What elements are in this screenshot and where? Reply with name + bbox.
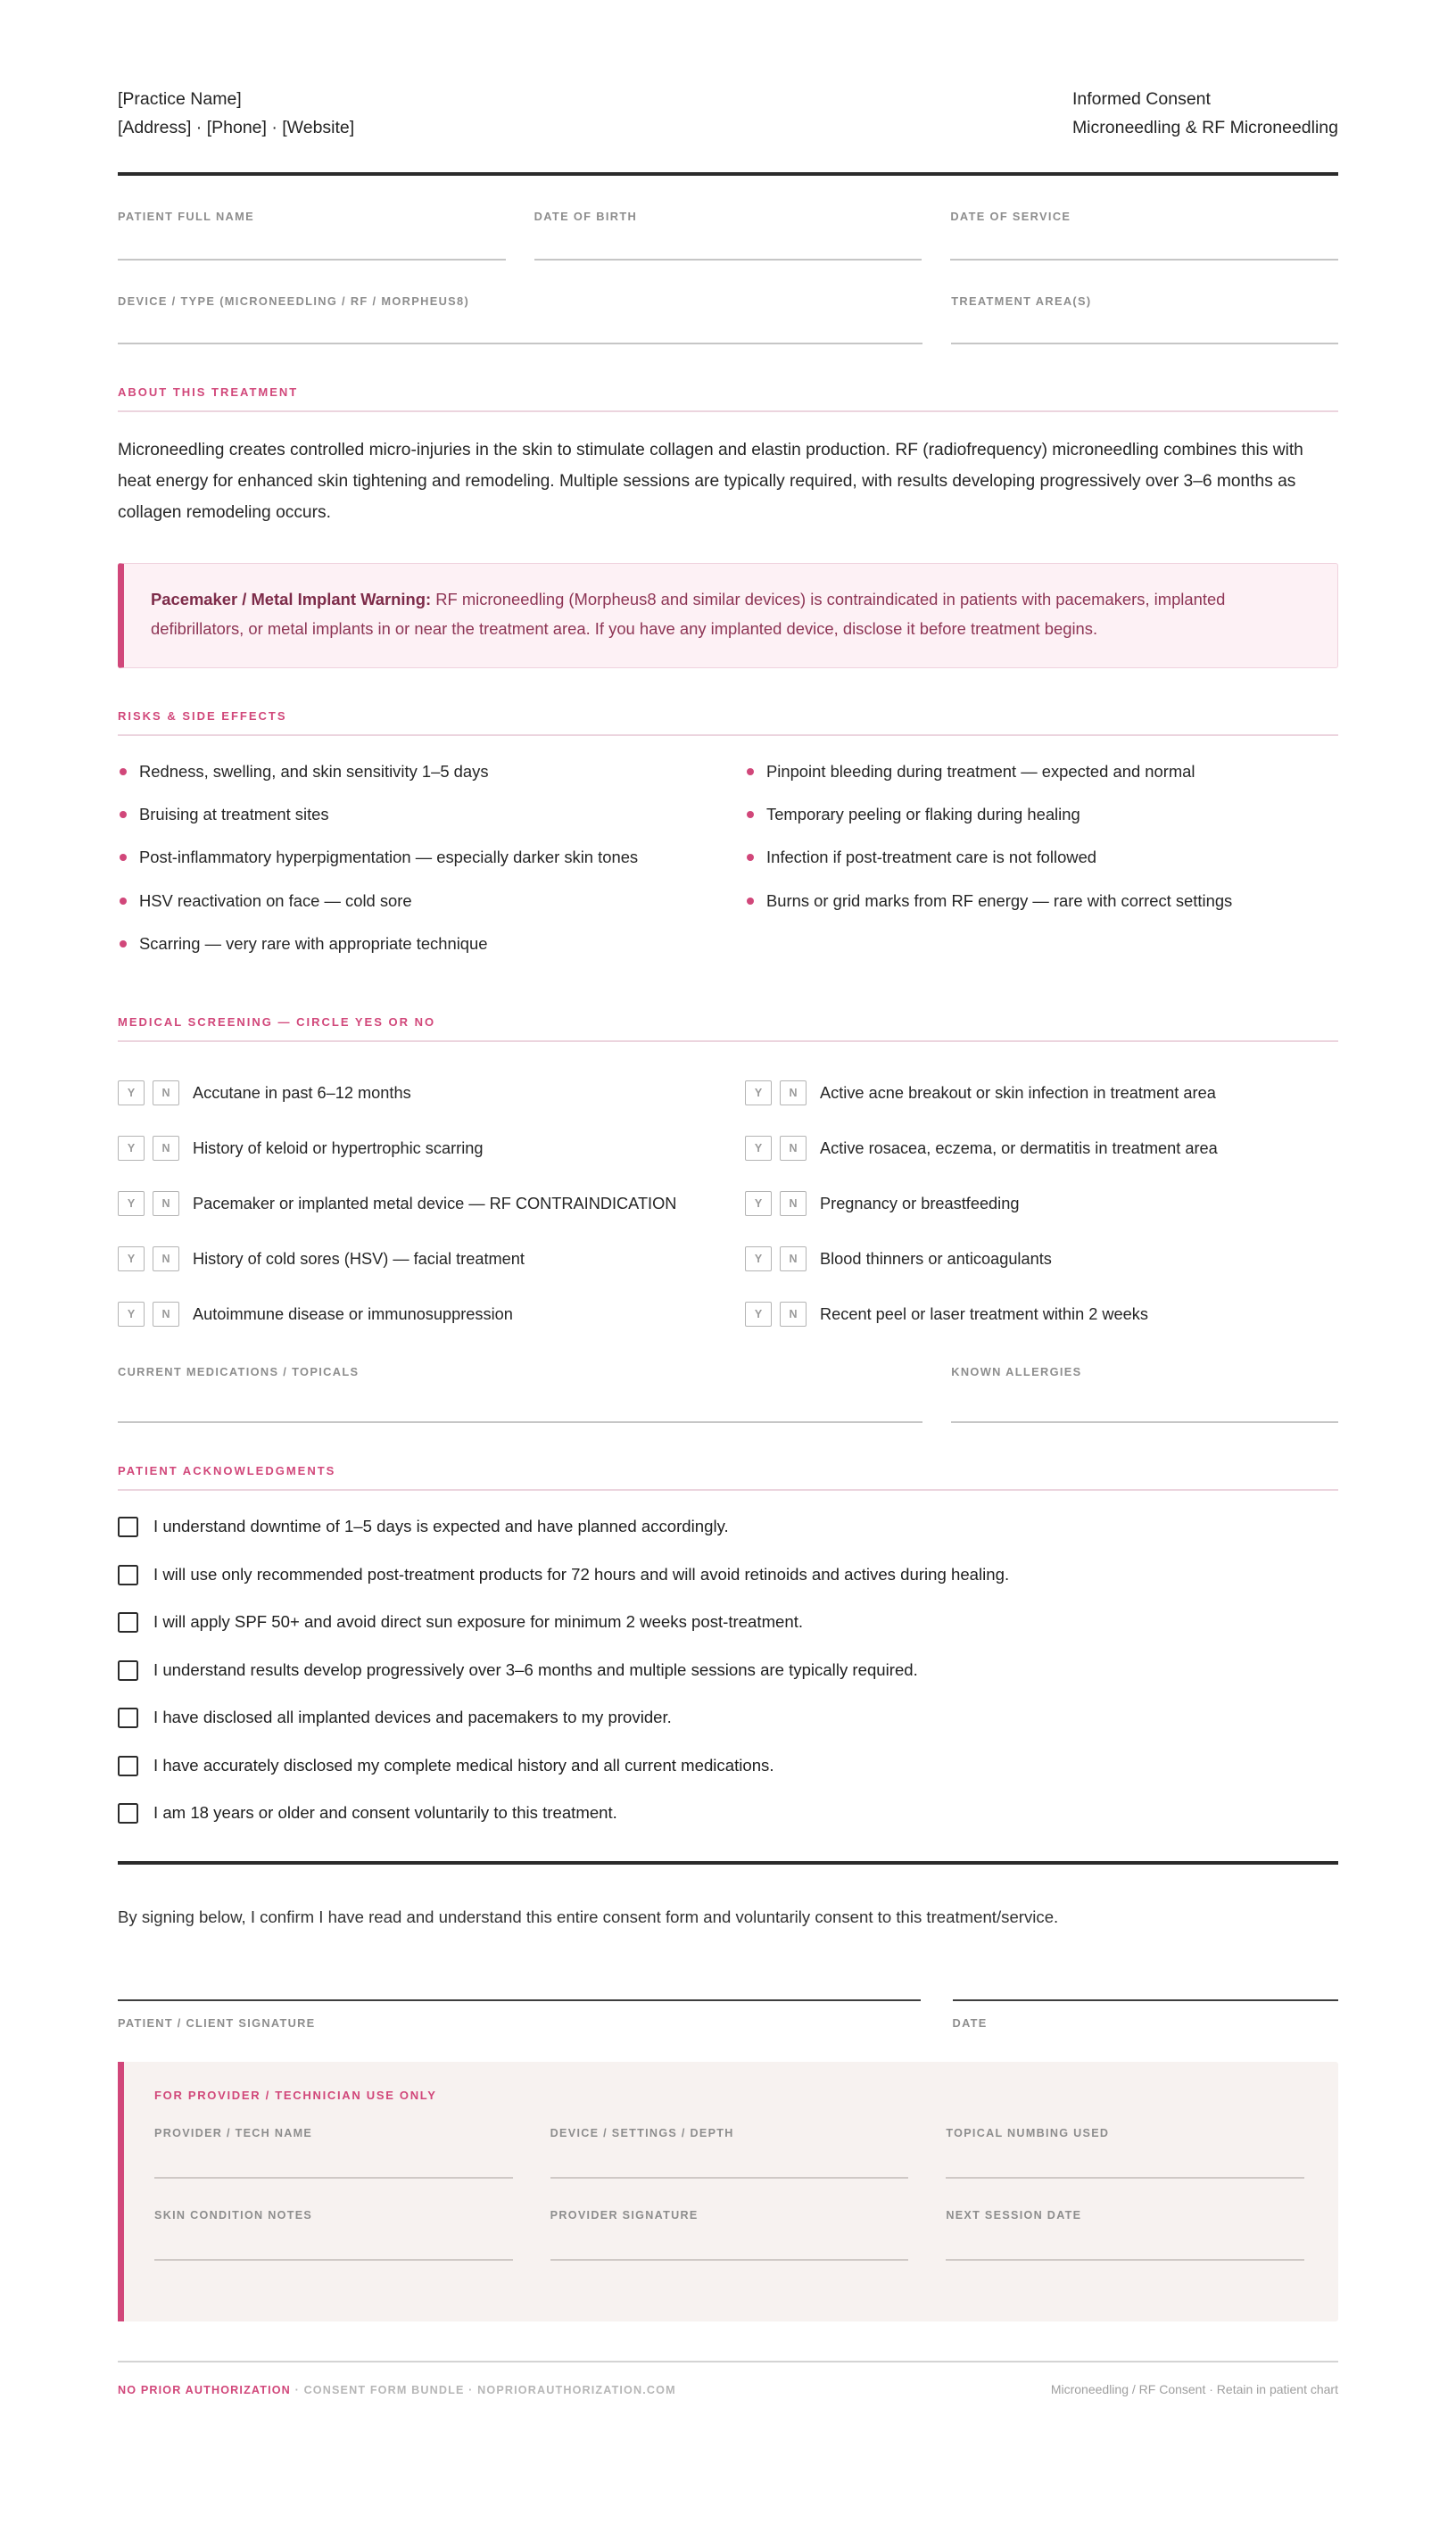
consent-divider [118,1861,1338,1865]
patient-fields-row-1 [118,210,1338,261]
document-title-block [1072,86,1338,142]
no-option-box[interactable]: N [153,1191,179,1216]
about-section [118,385,1338,529]
risk-item: Infection if post-treatment care is not followed [745,845,1338,870]
risks-list-left [118,759,711,957]
provider-box-title: FOR PROVIDER / TECHNICIAN USE ONLY [154,2089,437,2103]
yes-no-group [118,1191,179,1216]
no-option-box[interactable]: N [153,1246,179,1271]
acknowledgment-item [118,1658,1338,1683]
screening-question-label: Active rosacea, eczema, or dermatitis in treatment area [820,1139,1218,1158]
no-option-box[interactable]: N [780,1191,807,1216]
screening-question-label: Active acne breakout or skin infection in treatment area [820,1084,1216,1103]
acknowledgment-checkbox[interactable] [118,1803,138,1824]
provider-write-line[interactable] [154,2259,513,2261]
about-paragraph: Microneedling creates controlled micro-injuries in the skin to stimulate collagen and elastin production. RF (radiofrequency) microneedling combines this with heat energy for enhanced skin tightening and remodeling. Multiple sessions are typically required, with results developing progressively over 3–6 months as collagen remodeling occurs. [118,441,1303,523]
acknowledgment-checkbox[interactable] [118,1708,138,1728]
screening-column-right [745,1065,1338,1342]
risk-item: Scarring — very rare with appropriate technique [118,931,711,956]
yes-option-box[interactable]: Y [118,1302,145,1327]
about-section-title: ABOUT THIS TREATMENT [118,385,299,400]
field-label: DATE OF BIRTH [534,210,638,224]
yes-no-group [745,1080,807,1105]
provider-field-label: DEVICE / SETTINGS / DEPTH [550,2127,734,2140]
acknowledgment-text: I am 18 years or older and consent voluntarily to this treatment. [153,1803,617,1823]
signature-row [118,1999,1338,2030]
field-patient-signature[interactable] [118,1999,921,2030]
document-footer [118,2382,1338,2396]
field-write-line[interactable] [951,343,1338,344]
screening-question-label: Pacemaker or implanted metal device — RF CONTRAINDICATION [193,1195,677,1213]
yes-no-group [745,1246,807,1271]
section-divider [118,1040,1338,1042]
medications-allergies-row [118,1365,1338,1423]
field-patient-full-name[interactable] [118,210,506,261]
acknowledgment-text: I understand results develop progressively over 3–6 months and multiple sessions are typically required. [153,1659,918,1679]
acknowledgment-text: I will use only recommended post-treatment products for 72 hours and will avoid retinoids and actives during healing. [153,1564,1010,1584]
field-signature-date[interactable] [953,1999,1338,2030]
warning-label: Pacemaker / Metal Implant Warning: [151,590,432,609]
practice-contact: [Address] · [Phone] · [Website] [118,117,355,137]
screening-row [745,1065,1338,1121]
field-write-line[interactable] [118,259,506,261]
acknowledgment-item [118,1800,1338,1825]
yes-no-group [118,1246,179,1271]
risks-columns [118,759,1338,975]
no-option-box[interactable]: N [780,1136,807,1161]
yes-no-group [745,1191,807,1216]
risk-item: Bruising at treatment sites [118,802,711,827]
acknowledgment-checkbox[interactable] [118,1660,138,1681]
warning-text [151,585,1311,644]
acknowledgment-item [118,1609,1338,1634]
yes-option-box[interactable]: Y [118,1136,145,1161]
provider-use-box [118,2062,1338,2321]
acknowledgment-text: I will apply SPF 50+ and avoid direct sun exposure for minimum 2 weeks post-treatment. [153,1612,804,1632]
header-divider [118,172,1338,176]
warning-body: RF microneedling (Morpheus8 and similar devices) is contraindicated in patients with pacemakers, implanted defibrillators, or metal implants in or near the treatment area. If you have any implanted device, disclose it before treatment begins. [151,590,1226,638]
yes-no-group [118,1302,179,1327]
acknowledgment-checkbox[interactable] [118,1517,138,1537]
field-treatment-areas[interactable] [951,294,1338,345]
consent-statement: By signing below, I confirm I have read and understand this entire consent form and voluntarily consent to this treatment/service. [118,1907,1059,1926]
practice-info [118,86,354,142]
provider-field[interactable] [946,2209,1304,2291]
pacemaker-warning-callout [118,563,1338,668]
yes-option-box[interactable]: Y [118,1080,145,1105]
no-option-box[interactable]: N [153,1302,179,1327]
field-write-line[interactable] [118,1421,922,1423]
screening-row [118,1287,711,1342]
provider-write-line[interactable] [154,2177,513,2179]
field-date-of-birth[interactable] [534,210,922,261]
screening-row [745,1176,1338,1231]
screening-row [118,1231,711,1287]
yes-option-box[interactable]: Y [745,1246,772,1271]
signature-label: DATE [952,2016,988,2031]
risk-item: Pinpoint bleeding during treatment — expected and normal [745,759,1338,784]
footer-left-text [118,2384,676,2396]
signature-label: PATIENT / CLIENT SIGNATURE [118,2016,316,2031]
document-header [118,86,1338,172]
practice-name: [Practice Name] [118,89,242,109]
acknowledgment-text: I have disclosed all implanted devices and pacemakers to my provider. [153,1708,672,1727]
yes-option-box[interactable]: Y [118,1191,145,1216]
field-label: DATE OF SERVICE [950,210,1071,224]
provider-field-label: TOPICAL NUMBING USED [946,2127,1110,2140]
footer-left-rest: · CONSENT FORM BUNDLE · NOPRIORAUTHORIZATION.COM [290,2384,676,2397]
field-label: KNOWN ALLERGIES [951,1365,1082,1379]
field-write-line[interactable] [118,343,922,344]
provider-field-label: NEXT SESSION DATE [946,2209,1082,2222]
document-subject: Microneedling & RF Microneedling [1071,117,1338,137]
screening-question-label: Pregnancy or breastfeeding [820,1195,1020,1213]
screening-section [118,1015,1338,1423]
yes-no-group [745,1136,807,1161]
provider-field-label: SKIN CONDITION NOTES [154,2209,313,2222]
screening-row [118,1121,711,1176]
screening-question-label: Recent peel or laser treatment within 2 weeks [820,1305,1148,1324]
footer-right-text: Microneedling / RF Consent · Retain in patient chart [1050,2382,1338,2397]
yes-no-group [118,1080,179,1105]
yes-no-group [745,1302,807,1327]
provider-write-line[interactable] [550,2177,909,2179]
risks-section [118,709,1338,975]
provider-field[interactable] [154,2127,513,2209]
screening-question-label: History of keloid or hypertrophic scarring [193,1139,484,1158]
field-label: TREATMENT AREA(S) [951,294,1092,308]
provider-write-line[interactable] [946,2177,1304,2179]
risk-item: Redness, swelling, and skin sensitivity 1–5 days [118,759,711,784]
footer-divider [118,2361,1338,2362]
field-device-type[interactable] [118,294,922,345]
screening-row [745,1231,1338,1287]
field-write-line[interactable] [951,1421,1338,1423]
provider-field-label: PROVIDER / TECH NAME [154,2127,313,2140]
screening-row [118,1176,711,1231]
provider-write-line[interactable] [946,2259,1304,2261]
screening-row [745,1121,1338,1176]
screening-question-label: Autoimmune disease or immunosuppression [193,1305,513,1324]
screening-row [745,1287,1338,1342]
acknowledgment-item [118,1753,1338,1778]
provider-field[interactable] [154,2209,513,2291]
field-write-line[interactable] [534,259,922,261]
risks-column-right [745,759,1338,975]
field-label: CURRENT MEDICATIONS / TOPICALS [118,1365,360,1379]
acknowledgment-item [118,1514,1338,1539]
patient-fields-row-2 [118,294,1338,345]
risks-section-title: RISKS & SIDE EFFECTS [118,708,287,723]
no-option-box[interactable]: N [780,1246,807,1271]
risks-column-left [118,759,711,975]
risk-item: HSV reactivation on face — cold sore [118,889,711,914]
provider-field-label: PROVIDER SIGNATURE [550,2209,699,2222]
acknowledgment-item [118,1562,1338,1587]
yes-option-box[interactable]: Y [745,1136,772,1161]
screening-row [118,1065,711,1121]
risks-list-right [745,759,1338,914]
section-divider [118,734,1338,736]
signature-line[interactable] [118,1999,921,2001]
acknowledgment-text: I understand downtime of 1–5 days is expected and have planned accordingly. [153,1517,729,1536]
no-option-box[interactable]: N [780,1080,807,1105]
acknowledgments-list [118,1514,1338,1825]
risk-item: Burns or grid marks from RF energy — rare with correct settings [745,889,1338,914]
acknowledgment-checkbox[interactable] [118,1612,138,1633]
screening-columns [118,1065,1338,1342]
yes-option-box[interactable]: Y [745,1080,772,1105]
risk-item: Post-inflammatory hyperpigmentation — especially darker skin tones [118,845,711,870]
screening-question-label: History of cold sores (HSV) — facial treatment [193,1250,525,1269]
provider-field[interactable] [550,2209,909,2291]
acknowledgment-checkbox[interactable] [118,1565,138,1585]
field-write-line[interactable] [950,259,1338,261]
yes-option-box[interactable]: Y [745,1302,772,1327]
screening-question-label: Accutane in past 6–12 months [193,1084,411,1103]
section-divider [118,410,1338,412]
footer-brand: NO PRIOR AUTHORIZATION [118,2384,291,2397]
document-type: Informed Consent [1071,89,1211,109]
field-label: DEVICE / TYPE (MICRONEEDLING / RF / MORPHEUS8) [118,294,470,308]
acknowledgment-item [118,1705,1338,1730]
yes-no-group [118,1136,179,1161]
provider-fields-grid [154,2127,1304,2291]
provider-field[interactable] [946,2127,1304,2209]
no-option-box[interactable]: N [153,1136,179,1161]
screening-column-left [118,1065,711,1342]
yes-option-box[interactable]: Y [745,1191,772,1216]
field-known-allergies[interactable] [951,1365,1338,1423]
field-label: PATIENT FULL NAME [118,210,255,224]
no-option-box[interactable]: N [153,1080,179,1105]
acknowledgment-checkbox[interactable] [118,1756,138,1776]
provider-write-line[interactable] [550,2259,909,2261]
acknowledgments-section-title: PATIENT ACKNOWLEDGMENTS [118,1464,336,1478]
provider-field[interactable] [550,2127,909,2209]
signature-line[interactable] [953,1999,1338,2001]
section-divider [118,1489,1338,1491]
field-date-of-service[interactable] [950,210,1338,261]
acknowledgments-section [118,1464,1338,1825]
screening-section-title: MEDICAL SCREENING — CIRCLE YES OR NO [118,1015,436,1030]
yes-option-box[interactable]: Y [118,1246,145,1271]
screening-question-label: Blood thinners or anticoagulants [820,1250,1052,1269]
acknowledgment-text: I have accurately disclosed my complete medical history and all current medications. [153,1755,774,1775]
risk-item: Temporary peeling or flaking during healing [745,802,1338,827]
field-current-medications[interactable] [118,1365,922,1423]
no-option-box[interactable]: N [780,1302,807,1327]
